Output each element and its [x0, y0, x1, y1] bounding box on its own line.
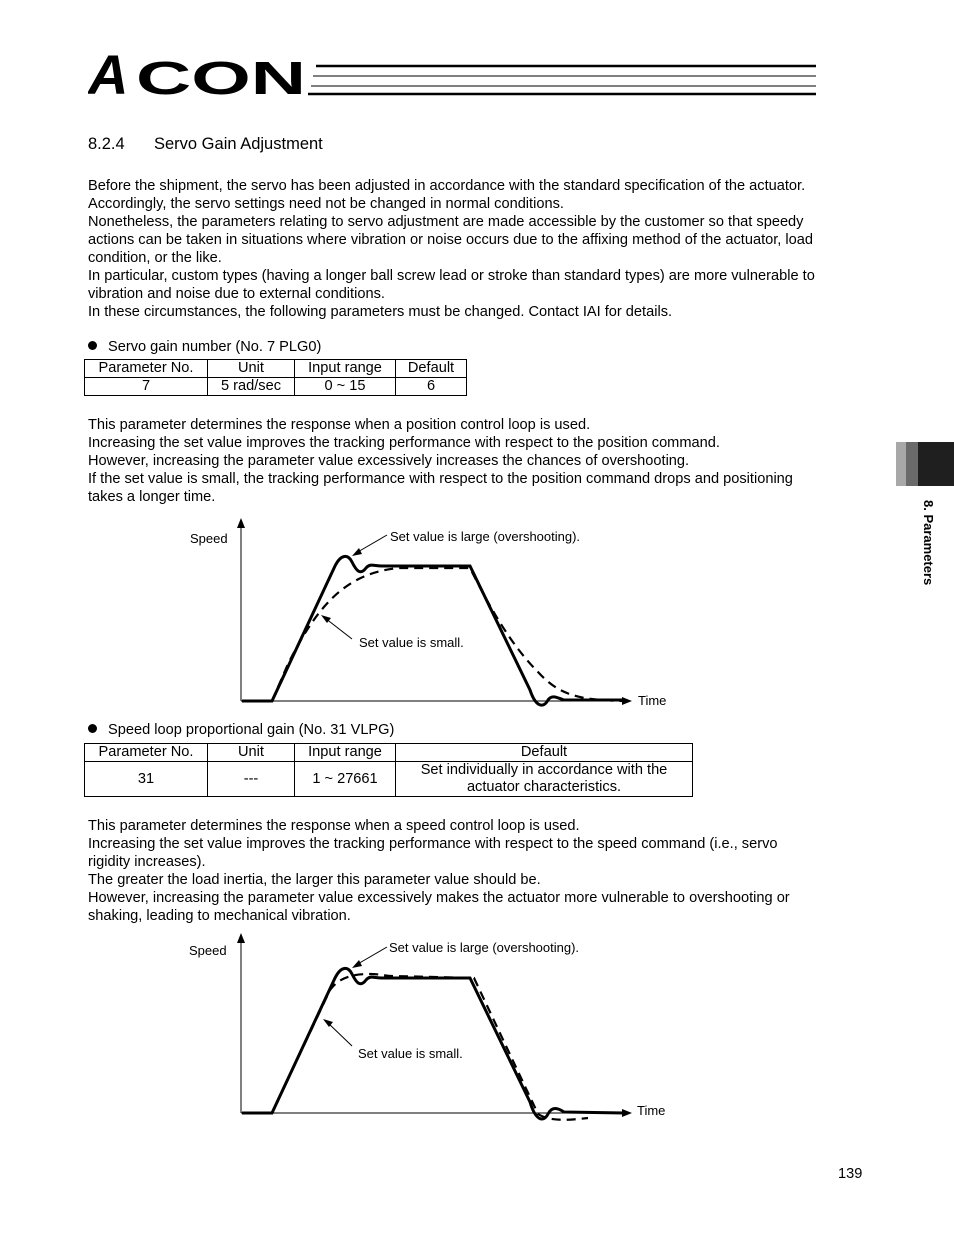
- text-line: rigidity increases).: [88, 854, 206, 870]
- default-line: Set individually in accordance with the: [420, 762, 668, 778]
- table-cell: 5 rad/sec: [208, 378, 295, 396]
- chapter-tab-label: 8. Parameters: [921, 500, 936, 586]
- text-line: shaking, leading to mechanical vibration.: [88, 908, 351, 924]
- bullet-servo-gain: [88, 339, 321, 355]
- y-axis-label: Speed: [189, 943, 227, 958]
- text-line: Before the shipment, the servo has been adjusted in accordance with the standard specification of the actuator.: [88, 178, 806, 194]
- text-line: The greater the load inertia, the larger this parameter value should be.: [88, 872, 541, 888]
- table-cell: 31: [85, 762, 208, 797]
- annotation-leader: [356, 535, 387, 553]
- section-heading: [88, 135, 323, 154]
- table-row: [85, 762, 693, 797]
- chapter-tab-block: [918, 442, 954, 486]
- text-line: This parameter determines the response when a speed control loop is used.: [88, 818, 580, 834]
- curve-large-setting: [242, 968, 624, 1119]
- table-header: Unit: [208, 360, 295, 378]
- text-line: Nonetheless, the parameters relating to servo adjustment are made accessible by the customer so that speedy: [88, 214, 804, 230]
- text-line: vibration and noise due to external conditions.: [88, 286, 385, 302]
- chapter-tab-stripe: [896, 442, 906, 486]
- annotation-leader: [327, 1022, 352, 1046]
- y-axis-arrow-icon: [237, 518, 245, 528]
- response-chart-position-loop: [180, 512, 680, 717]
- curve-large-setting: [242, 556, 624, 705]
- table-cell: 6: [396, 378, 467, 396]
- text-line: Increasing the set value improves the tracking performance with respect to the position command.: [88, 435, 720, 451]
- table-header-row: [85, 360, 467, 378]
- section-number: 8.2.4: [88, 135, 125, 153]
- text-line: actions can be taken in situations where vibration or noise occurs due to the affixing method of the actuator, load: [88, 232, 813, 248]
- bullet-speed-loop-gain: [88, 722, 394, 738]
- acon-logo: [88, 50, 818, 100]
- table-cell: 0 ~ 15: [295, 378, 396, 396]
- text-line: This parameter determines the response when a position control loop is used.: [88, 417, 591, 433]
- bullet-dot-icon: [88, 341, 97, 350]
- page-number: 139: [838, 1166, 863, 1182]
- chapter-tab-stripe: [906, 442, 918, 486]
- param-table-vlpg: [84, 743, 693, 797]
- table-cell: ---: [208, 762, 295, 797]
- table-header: Parameter No.: [85, 360, 208, 378]
- bullet-text: Speed loop proportional gain (No. 31 VLPG): [108, 722, 395, 738]
- default-line: actuator characteristics.: [466, 779, 622, 795]
- table-cell: 1 ~ 27661: [295, 762, 396, 797]
- response-chart-speed-loop: [180, 924, 680, 1129]
- annotation-large: Set value is large (overshooting).: [389, 940, 580, 955]
- table-header: Unit: [208, 744, 295, 762]
- annotation-small: Set value is small.: [359, 635, 464, 650]
- x-axis-label: Time: [638, 693, 667, 708]
- table-header: Default: [396, 360, 467, 378]
- text-line: Accordingly, the servo settings need not be changed in normal conditions.: [88, 196, 564, 212]
- annotation-arrow-icon: [352, 960, 362, 968]
- section-title: Servo Gain Adjustment: [154, 135, 323, 153]
- table-cell-default: [396, 762, 693, 797]
- text-line: However, increasing the parameter value excessively makes the actuator more vulnerable to overshooting or: [88, 890, 790, 906]
- x-axis-label: Time: [637, 1103, 666, 1118]
- table-header: Input range: [295, 360, 396, 378]
- text-line: condition, or the like.: [88, 250, 222, 266]
- annotation-small: Set value is small.: [358, 1046, 463, 1061]
- intro-paragraph: [88, 177, 878, 321]
- param1-description: [88, 416, 878, 506]
- y-axis-label: Speed: [190, 531, 228, 546]
- logo-letters-con: CON: [136, 52, 306, 100]
- table-row: [85, 378, 467, 396]
- bullet-text: Servo gain number (No. 7 PLG0): [108, 339, 322, 355]
- annotation-leader: [356, 947, 387, 965]
- text-line: Increasing the set value improves the tracking performance with respect to the speed command (i.e., servo: [88, 836, 778, 852]
- param2-description: [88, 817, 878, 925]
- table-cell: 7: [85, 378, 208, 396]
- annotation-large: Set value is large (overshooting).: [390, 529, 581, 544]
- table-header: Input range: [295, 744, 396, 762]
- table-header: Parameter No.: [85, 744, 208, 762]
- text-line: In these circumstances, the following parameters must be changed. Contact IAI for details.: [88, 304, 673, 320]
- y-axis-arrow-icon: [237, 933, 245, 943]
- bullet-dot-icon: [88, 724, 97, 733]
- text-line: takes a longer time.: [88, 489, 216, 505]
- annotation-leader: [325, 618, 352, 639]
- annotation-arrow-icon: [352, 548, 362, 556]
- param-table-plg0: [84, 359, 467, 396]
- logo-letter-a: A: [88, 50, 129, 100]
- text-line: If the set value is small, the tracking performance with respect to the position command drops and positioning: [88, 471, 793, 487]
- table-header: Default: [396, 744, 693, 762]
- text-line: However, increasing the parameter value excessively increases the chances of overshooting.: [88, 453, 690, 469]
- table-header-row: [85, 744, 693, 762]
- text-line: In particular, custom types (having a longer ball screw lead or stroke than standard types) are more vulnerable to: [88, 268, 815, 284]
